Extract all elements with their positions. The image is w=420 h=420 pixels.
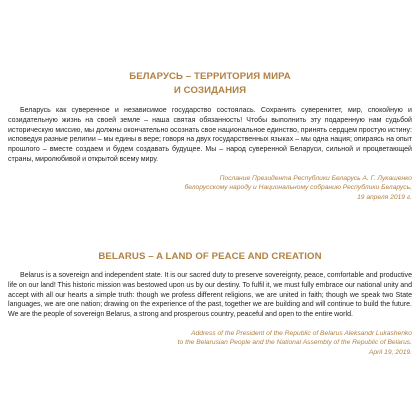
english-attribution (0, 329, 420, 357)
russian-attribution-line-2: белорусскому народу и Национальному собранию Республики Беларусь, (184, 184, 412, 192)
russian-attribution-date: 19 апреля 2019 г. (357, 193, 412, 201)
english-attribution-line-2: to the Belarusian People and the National Assembly of the Republic of Belarus. (177, 339, 412, 347)
english-heading: BELARUS – A LAND OF PEACE AND CREATION (98, 251, 322, 262)
russian-attribution (0, 174, 420, 202)
russian-heading (0, 70, 420, 98)
russian-heading-line-2: И СОЗИДАНИЯ (173, 85, 247, 96)
english-body-paragraph: Belarus is a sovereign and independent state. It is our sacred duty to preserve sovereignty, peace, comfortable and productive life on our land! This historic mission was bestowed upon us by our destiny. To fulfil it, we must fully embrace our national unity and accept with all our hearts a simple truth: though we profess different religions, we are united in faith; though we speak two State languages, we are one nation; drawing on the experience of the past, together we are building and will continue to build the future. We are the people of sovereign Belarus, a strong and prosperous country, peaceful and open to the entire world. (8, 272, 412, 319)
english-attribution-date: April 19, 2019. (368, 348, 412, 356)
russian-heading-line-1: БЕЛАРУСЬ – ТЕРРИТОРИЯ МИРА (129, 71, 291, 82)
russian-section (0, 70, 420, 202)
russian-body-paragraph: Беларусь как суверенное и независимое государство состоялась. Сохранить суверенитет, мир, спокойную и созидательную жизнь на своей земле – наша святая обязанность! Чтобы выполнить эту подаренную нам судьбой историческую миссию, мы должны окончательно осознать свое национальное единство, принять сердцем простую истину: исповедуя разные религии – мы едины в вере; говоря на двух государственных языках – мы одна нация; опираясь на опыт прошлого – вместе создаем и будем создавать будущее. Мы – народ суверенной Беларуси, сильной и процветающей страны, миролюбивой и открытой всему миру. (8, 107, 412, 163)
russian-attribution-line-1: Послание Президента Республики Беларусь А. Г. Лукашенко (219, 174, 412, 182)
english-attribution-line-1: Address of the President of the Republic of Belarus Aleksandr Lukashenko (191, 329, 412, 337)
english-section (0, 250, 420, 357)
